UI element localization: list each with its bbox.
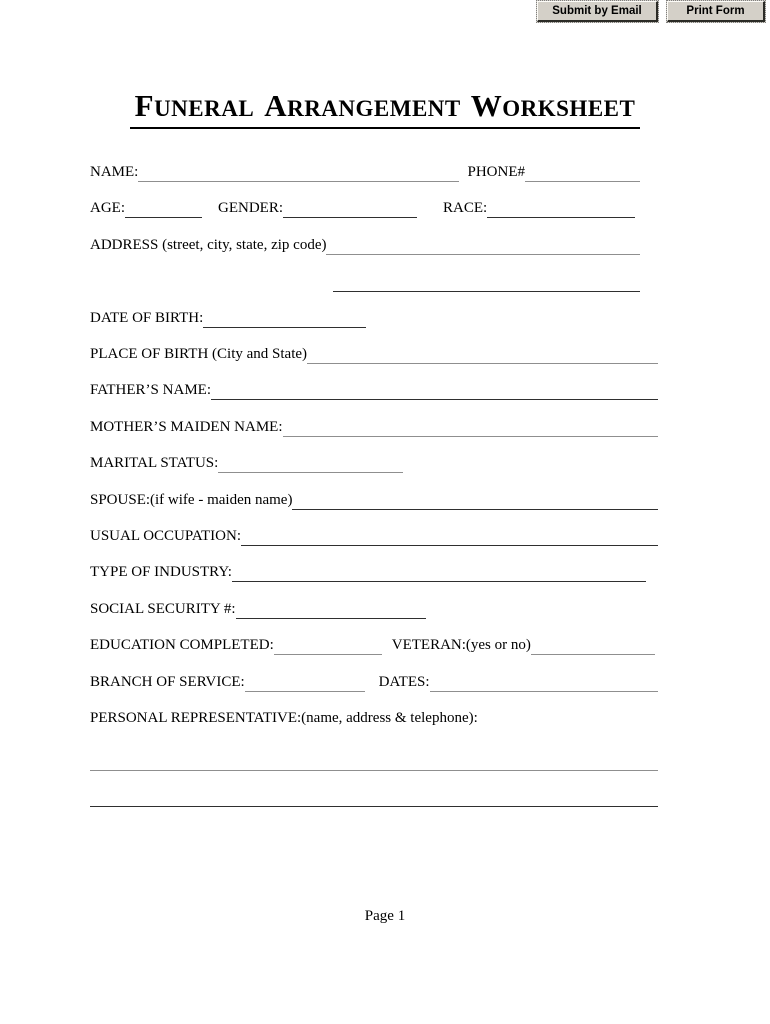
print-form-button-field[interactable] (666, 0, 766, 23)
usual-occupation-field-line[interactable] (241, 528, 658, 546)
mother-maiden-name-label: MOTHER’S MAIDEN NAME: (90, 419, 283, 435)
row-father-name (90, 380, 658, 400)
social-security-label: SOCIAL SECURITY #: (90, 601, 236, 617)
row-marital-status (90, 453, 658, 473)
submit-by-email-button-field[interactable] (536, 0, 659, 23)
page-title (0, 88, 770, 129)
age-field-line[interactable] (125, 200, 202, 218)
phone-label: PHONE# (467, 164, 525, 180)
title-word-arrangement: ARRANGEMENT (264, 88, 461, 123)
row-personal-representative (90, 708, 658, 728)
veteran-field-line[interactable] (531, 637, 655, 655)
father-name-label: FATHER’S NAME: (90, 382, 211, 398)
type-of-industry-field-line[interactable] (232, 564, 646, 582)
education-completed-label: EDUCATION COMPLETED: (90, 637, 274, 653)
print-form-button[interactable]: Print Form (667, 1, 765, 22)
address-field-line[interactable] (326, 237, 640, 255)
row-type-of-industry (90, 562, 658, 582)
race-label: RACE: (443, 200, 488, 216)
row-usual-occupation (90, 526, 658, 546)
dates-label: DATES: (378, 674, 430, 690)
submit-by-email-button[interactable]: Submit by Email (537, 1, 658, 22)
veteran-label: VETERAN:(yes or no) (391, 637, 531, 653)
gender-label: GENDER: (218, 200, 283, 216)
row-mother-maiden-name (90, 417, 658, 437)
usual-occupation-label: USUAL OCCUPATION: (90, 528, 241, 544)
race-field-line[interactable] (487, 200, 635, 218)
name-field-line[interactable] (138, 164, 459, 182)
title-word-funeral: FUNERAL (134, 88, 255, 123)
marital-status-label: MARITAL STATUS: (90, 455, 219, 471)
spouse-label: SPOUSE:(if wife - maiden name) (90, 492, 293, 508)
type-of-industry-label: TYPE OF INDUSTRY: (90, 564, 232, 580)
spouse-field-line[interactable] (292, 492, 658, 510)
personal-representative-label: PERSONAL REPRESENTATIVE:(name, address & telephone): (90, 710, 478, 726)
representative-field-line-2[interactable] (90, 806, 658, 807)
date-of-birth-field-line[interactable] (203, 310, 366, 328)
place-of-birth-field-line[interactable] (307, 346, 658, 364)
row-name-phone (90, 162, 658, 182)
page-number: Page 1 (364, 908, 406, 924)
row-spouse (90, 490, 658, 510)
father-name-field-line[interactable] (211, 382, 658, 400)
title-word-worksheet: WORKSHEET (470, 88, 636, 123)
row-social-security (90, 599, 658, 619)
address-continuation-line[interactable] (333, 291, 640, 292)
row-address (90, 235, 658, 255)
row-branch-dates (90, 672, 658, 692)
social-security-field-line[interactable] (236, 601, 426, 619)
row-education-veteran (90, 635, 658, 655)
representative-field-line-1[interactable] (90, 770, 658, 771)
name-label: NAME: (90, 164, 139, 180)
education-completed-field-line[interactable] (274, 637, 382, 655)
branch-of-service-field-line[interactable] (245, 674, 365, 692)
row-date-of-birth (90, 308, 658, 328)
phone-field-line[interactable] (525, 164, 640, 182)
row-place-of-birth (90, 344, 658, 364)
row-age-gender-race (90, 198, 658, 218)
place-of-birth-label: PLACE OF BIRTH (City and State) (90, 346, 308, 362)
mother-maiden-name-field-line[interactable] (283, 419, 659, 437)
branch-of-service-label: BRANCH OF SERVICE: (90, 674, 245, 690)
address-label: ADDRESS (street, city, state, zip code) (90, 237, 327, 253)
date-of-birth-label: DATE OF BIRTH: (90, 310, 204, 326)
age-label: AGE: (90, 200, 125, 216)
page-title-text (130, 88, 641, 129)
gender-field-line[interactable] (283, 200, 417, 218)
marital-status-field-line[interactable] (218, 455, 403, 473)
dates-field-line[interactable] (430, 674, 658, 692)
